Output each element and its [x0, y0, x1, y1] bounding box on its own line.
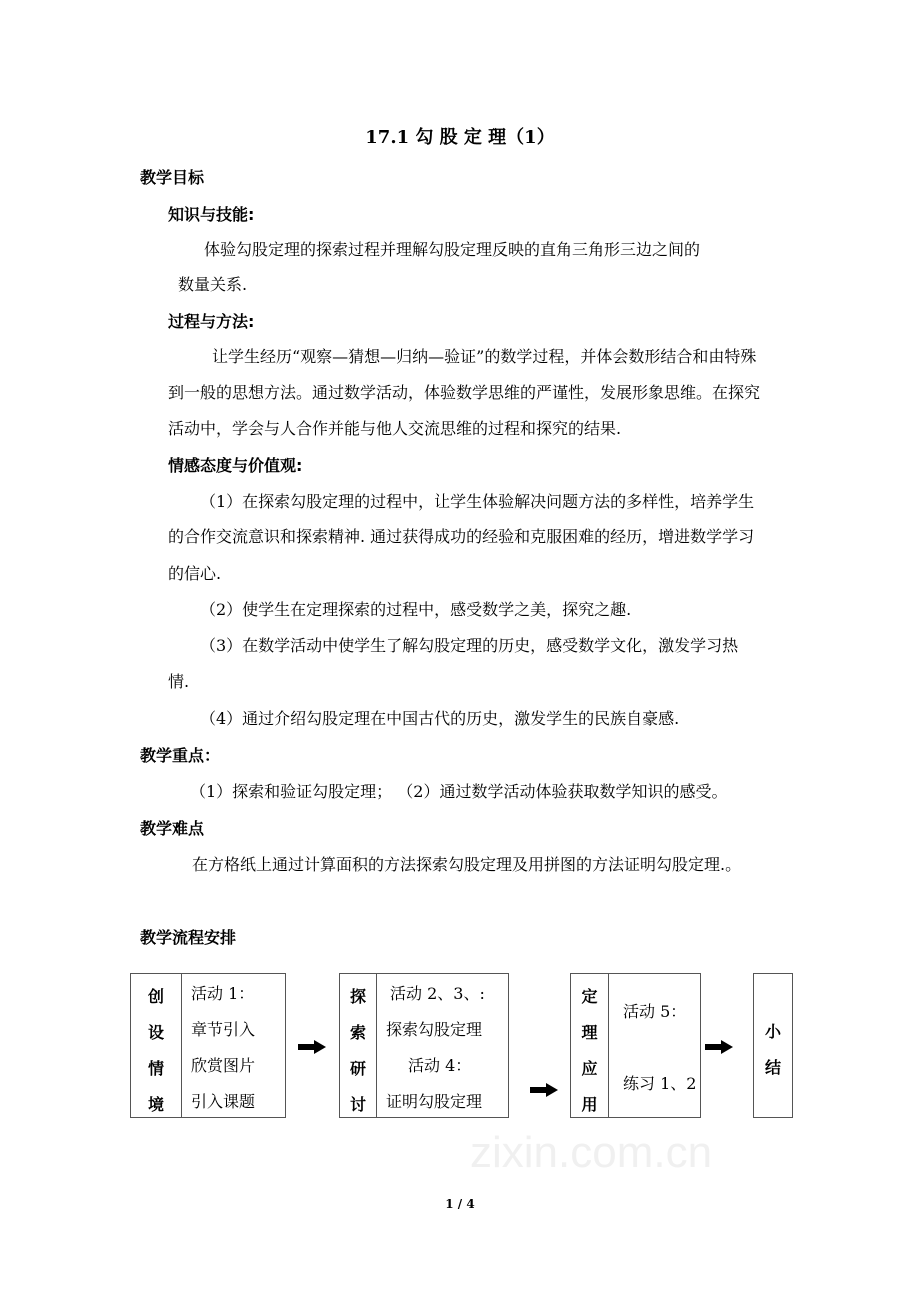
flow-body-line: 欣赏图片	[191, 1056, 256, 1075]
subheading-process: 过程与方法:	[168, 312, 255, 331]
flow-head-char: 小	[764, 1022, 781, 1041]
flow-head-char: 探	[349, 987, 366, 1006]
arrow-right-icon	[530, 1083, 558, 1097]
paragraph-line: （3）在数学活动中使学生了解勾股定理的历史，感受数学文化，激发学习热	[200, 636, 739, 655]
flow-body-line: 活动 4：	[408, 1056, 472, 1075]
paragraph-line: （4）通过介绍勾股定理在中国古代的历史，激发学生的民族自豪感.	[200, 709, 680, 728]
flow-body-line: 引入课题	[191, 1092, 256, 1111]
flow-box-summary	[753, 973, 793, 1118]
watermark: zixin.com.cn	[470, 1128, 713, 1177]
paragraph-line: 情.	[168, 672, 190, 691]
paragraph-line: 活动中，学会与人合作并能与他人交流思维的过程和探究的结果.	[168, 419, 622, 438]
page-number: 1 / 4	[445, 1197, 475, 1211]
flow-head-char: 创	[147, 987, 164, 1006]
heading-flow: 教学流程安排	[140, 928, 237, 947]
page-title: 17.1 勾 股 定 理（1）	[365, 127, 555, 148]
heading-key: 教学重点：	[140, 746, 221, 765]
flow-box-explore	[339, 973, 509, 1118]
paragraph-line: （1）在探索勾股定理的过程中，让学生体验解决问题方法的多样性，培养学生	[200, 492, 755, 511]
flow-head-char: 定	[581, 987, 598, 1006]
flow-head-char: 索	[349, 1023, 366, 1042]
flow-body-line: 证明勾股定理	[386, 1092, 483, 1111]
paragraph-line: 的信心.	[168, 564, 222, 583]
flow-body-line: 章节引入	[191, 1020, 256, 1039]
paragraph-line: （1）探索和验证勾股定理； （2）通过数学活动体验获取数学知识的感受。	[190, 782, 728, 801]
flow-head-char: 结	[764, 1058, 781, 1077]
subheading-emotion: 情感态度与价值观:	[168, 456, 303, 475]
arrow-right-icon	[298, 1040, 326, 1054]
flow-body-line: 练习 1、2	[623, 1074, 697, 1093]
flow-head-char: 设	[147, 1023, 164, 1042]
heading-goals: 教学目标	[140, 168, 205, 187]
paragraph-line: 体验勾股定理的探索过程并理解勾股定理反映的直角三角形三边之间的	[204, 240, 701, 259]
flow-head-char: 境	[147, 1095, 164, 1114]
heading-difficulty: 教学难点	[140, 819, 205, 838]
flow-body-line: 活动 1：	[191, 984, 255, 1003]
flow-head-char: 应	[581, 1059, 598, 1078]
flow-head-char: 理	[581, 1023, 598, 1042]
paragraph-line: 让学生经历“观察—猜想—归纳—验证”的数学过程，并体会数形结合和由特殊	[212, 347, 757, 366]
paragraph-line: 在方格纸上通过计算面积的方法探索勾股定理及用拼图的方法证明勾股定理.。	[192, 855, 742, 874]
flow-body-line: 活动 5：	[623, 1002, 687, 1021]
arrow-right-icon	[705, 1040, 733, 1054]
flow-head-char: 用	[581, 1095, 598, 1114]
paragraph-line: 到一般的思想方法。通过数学活动，体验数学思维的严谨性，发展形象思维。在探究	[168, 383, 761, 402]
paragraph-line: 数量关系.	[178, 275, 248, 294]
flow-box-create-situation	[130, 973, 286, 1118]
flow-body-line: 活动 2、3、:	[390, 984, 485, 1003]
subheading-knowledge: 知识与技能:	[168, 205, 255, 224]
flow-head-char: 研	[349, 1059, 366, 1078]
paragraph-line: （2）使学生在定理探索的过程中，感受数学之美，探究之趣.	[200, 600, 632, 619]
flow-box-apply	[570, 973, 701, 1118]
flow-head-char: 情	[147, 1059, 164, 1078]
paragraph-line: 的合作交流意识和探索精神. 通过获得成功的经验和克服困难的经历，增进数学学习	[168, 527, 755, 546]
flow-head-char: 讨	[349, 1095, 366, 1114]
flow-body-line: 探索勾股定理	[386, 1020, 483, 1039]
